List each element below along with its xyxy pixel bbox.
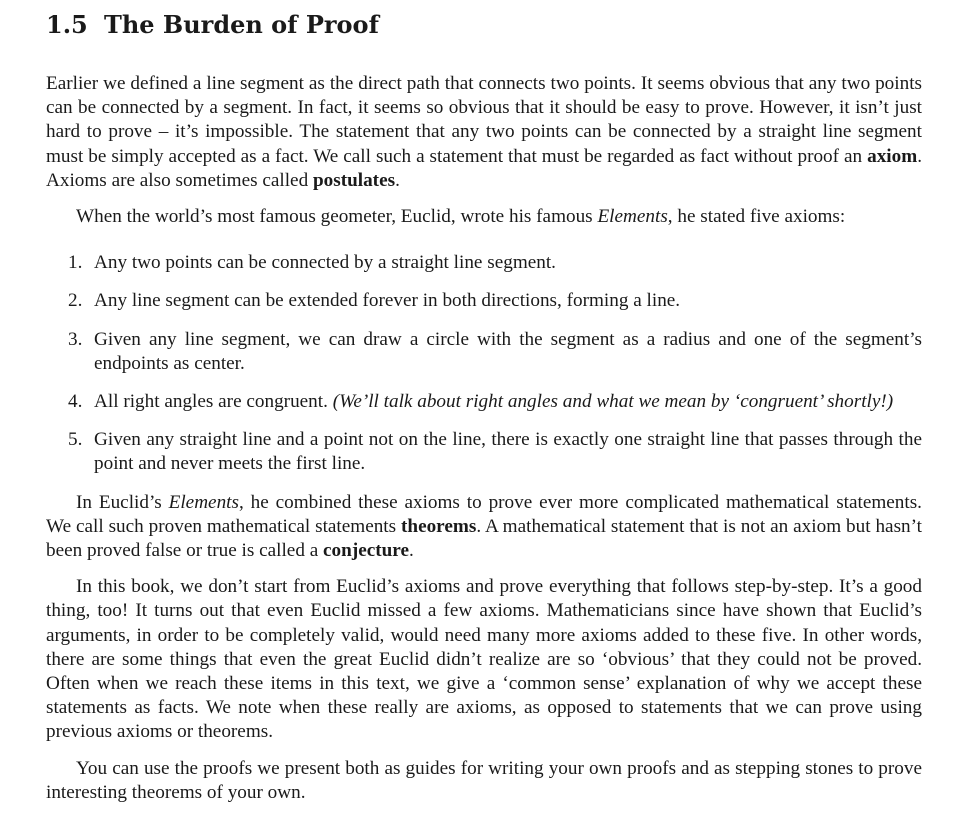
axiom-list xyxy=(46,251,922,476)
list-item xyxy=(46,428,922,476)
paragraph-this-book: In this book, we don’t start from Euclid’s axioms and prove everything that follows step-by-step. It’s a good thing, too! It turns out that even Euclid missed a few axioms. Mathematicians since have shown that Euclid’s arguments, in order to be completely valid, would need many more axioms added to these five. In other words, there are some things that even the great Euclid didn’t realize are so ‘obvious’ that they could not be proved. Often when we reach these items in this text, we give a ‘common sense’ explanation of why we accept these statements as facts. We note when these really are axioms, as opposed to statements that we can prove using previous axioms or theorems. xyxy=(46,576,922,743)
paragraph-text: . A mathematical statement that is not an axiom but hasn’t been proved false or true is called a xyxy=(46,515,923,562)
list-item xyxy=(46,251,922,275)
list-item xyxy=(46,390,922,414)
paragraph-text: Earlier we defined a line segment as the direct path that connects two points. It seems obvious that any two points can be connected by a segment. In fact, it seems so obvious that it should be easy to prove. However, it isn’t just hard to prove – it’s impossible. The statement that any two points can be connected by a straight line segment must be simply accepted as a fact. We call such a statement that must be regarded as fact without proof an xyxy=(46,73,922,167)
paragraph-text: . xyxy=(395,169,400,191)
term-conjecture: conjecture xyxy=(323,540,409,562)
section-title: The Burden of Proof xyxy=(104,10,379,39)
book-title-elements: Elements xyxy=(168,491,239,513)
section-heading xyxy=(46,8,922,42)
list-item-text: Given any line segment, we can draw a circle with the segment as a radius and one of the segment’s endpoints as center. xyxy=(94,328,922,374)
list-item-text: Any two points can be connected by a straight line segment. xyxy=(94,252,556,274)
term-axiom: axiom xyxy=(867,145,918,167)
list-item-note: (We’ll talk about right angles and what we mean by ‘congruent’ shortly!) xyxy=(332,391,894,413)
paragraph-text: , he stated five axioms: xyxy=(667,206,846,228)
paragraph-theorems-conjectures xyxy=(46,491,922,564)
list-item-number: 4. xyxy=(68,391,83,413)
term-postulates: postulates xyxy=(312,169,396,191)
list-item-text: All right angles are congruent. xyxy=(94,391,333,413)
paragraph-axiom-definition xyxy=(46,72,922,193)
paragraph-text: . xyxy=(408,540,414,562)
list-item-number: 5. xyxy=(68,429,83,451)
paragraph-text: In Euclid’s xyxy=(76,491,169,513)
book-title-elements: Elements xyxy=(597,206,668,228)
paragraph-euclid-intro xyxy=(46,205,922,229)
paragraph-text: . Axioms are also sometimes called xyxy=(46,145,922,191)
list-item xyxy=(46,328,922,376)
paragraph-text: , he combined these axioms to prove ever more complicated mathematical statements. We call such proven mathematical statements xyxy=(46,491,922,537)
section-number: 1.5 xyxy=(46,10,88,39)
list-item-number: 2. xyxy=(68,290,83,312)
list-item xyxy=(46,289,922,313)
list-item-number: 1. xyxy=(68,252,83,274)
term-theorems: theorems xyxy=(401,515,477,537)
list-item-text: Any line segment can be extended forever in both directions, forming a line. xyxy=(94,290,681,312)
paragraph-text: When the world’s most famous geometer, Euclid, wrote his famous xyxy=(76,206,598,228)
paragraph-use-proofs: You can use the proofs we present both as guides for writing your own proofs and as stepping stones to prove interesting theorems of your own. xyxy=(46,757,922,803)
list-item-text: Given any straight line and a point not on the line, there is exactly one straight line that passes through the point and never meets the first line. xyxy=(94,429,922,475)
list-item-number: 3. xyxy=(68,328,83,350)
